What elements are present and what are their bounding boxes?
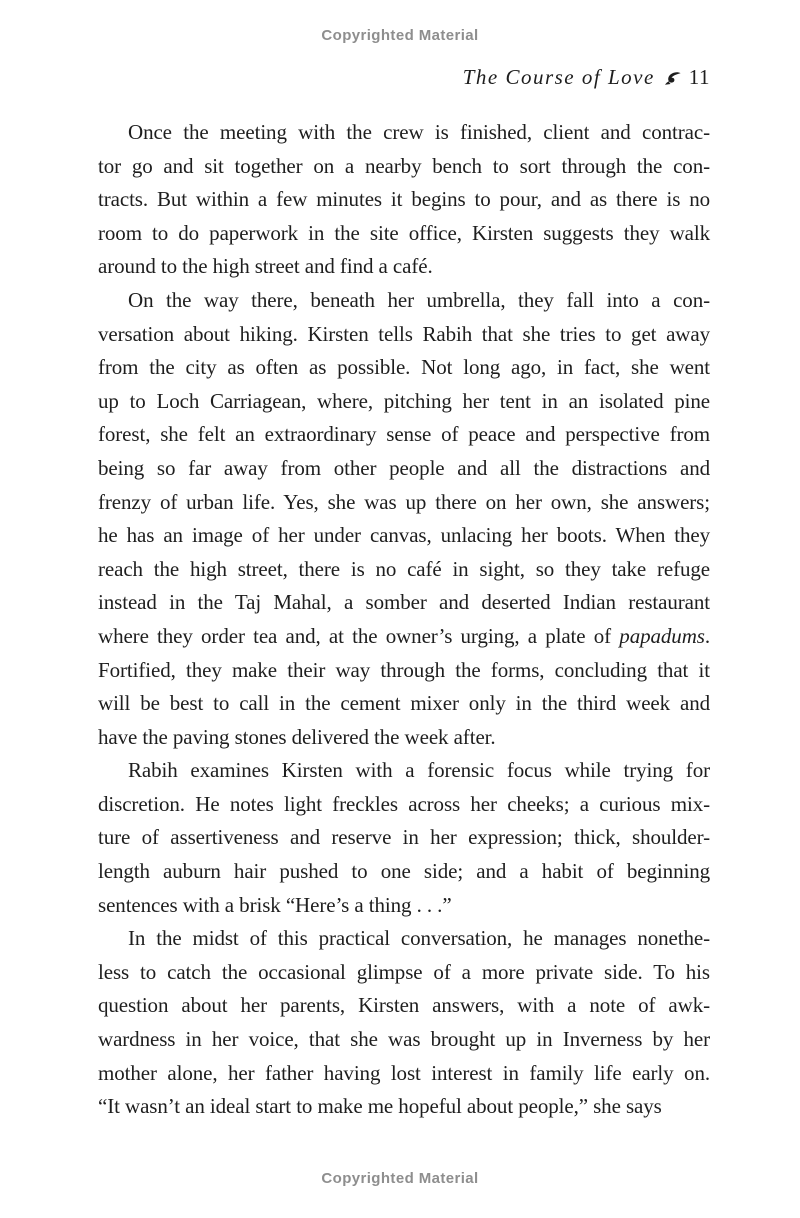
- book-title: The Course of Love: [462, 65, 655, 89]
- paragraph: [98, 922, 710, 1124]
- text-line: from the city as often as possible. Not long ago, in fact, she went: [98, 355, 710, 380]
- text-line: less to catch the occasional glimpse of a more private side. To his: [98, 959, 710, 984]
- text-line: versation about hiking. Kirsten tells Rabih that she tries to get away: [98, 321, 710, 346]
- text-line: he has an image of her under canvas, unlacing her boots. When they: [98, 523, 710, 548]
- text-line: sentences with a brisk “Here’s a thing . . .”: [98, 892, 452, 917]
- text-line: frenzy of urban life. Yes, she was up there on her own, she answers;: [98, 489, 710, 514]
- fleuron-icon: [665, 66, 681, 91]
- page-number: 11: [688, 65, 710, 89]
- text-line: ture of assertiveness and reserve in her expression; thick, shoulder-: [98, 825, 710, 850]
- text-line: tracts. But within a few minutes it begins to pour, and as there is no: [98, 187, 710, 212]
- paragraph: [98, 754, 710, 922]
- text-line: tor go and sit together on a nearby bench to sort through the con-: [98, 153, 710, 178]
- text-line: In the midst of this practical conversation, he manages nonethe-: [128, 926, 710, 951]
- running-header: [98, 65, 710, 90]
- copyright-watermark-top: Copyrighted Material: [321, 27, 479, 44]
- text-line: up to Loch Carriagean, where, pitching her tent in an isolated pine: [98, 388, 710, 413]
- text-line: Rabih examines Kirsten with a forensic focus while trying for: [128, 758, 710, 783]
- text-line: Fortified, they make their way through the forms, concluding that it: [98, 657, 710, 682]
- text-line: forest, she felt an extraordinary sense of peace and perspective from: [98, 422, 710, 447]
- text-line: will be best to call in the cement mixer only in the third week and: [98, 691, 710, 716]
- paragraph: [98, 116, 710, 284]
- text-line: Once the meeting with the crew is finished, client and contrac-: [128, 120, 710, 144]
- text-line: room to do paperwork in the site office, Kirsten suggests they walk: [98, 220, 710, 245]
- text-line: discretion. He notes light freckles across her cheeks; a curious mix-: [98, 791, 710, 816]
- text-line: mother alone, her father having lost interest in family life early on.: [98, 1060, 710, 1085]
- paragraph: [98, 284, 710, 754]
- text-line: reach the high street, there is no café in sight, so they take refuge: [98, 556, 710, 581]
- text-line: instead in the Taj Mahal, a somber and deserted Indian restaurant: [98, 590, 710, 615]
- text-line: where they order tea and, at the owner’s urging, a plate of papadums.: [98, 623, 710, 648]
- text-line: “It wasn’t an ideal start to make me hopeful about people,” she says: [98, 1094, 662, 1119]
- body-text: [98, 116, 710, 1124]
- text-line: wardness in her voice, that she was brought up in Inverness by her: [98, 1027, 710, 1052]
- text-line: question about her parents, Kirsten answers, with a note of awk-: [98, 993, 710, 1018]
- text-line: length auburn hair pushed to one side; and a habit of beginning: [98, 859, 710, 884]
- text-line: being so far away from other people and all the distractions and: [98, 455, 710, 480]
- text-line: around to the high street and find a café.: [98, 254, 433, 279]
- text-line: On the way there, beneath her umbrella, they fall into a con-: [128, 287, 710, 312]
- copyright-watermark-bottom: Copyrighted Material: [321, 1170, 479, 1187]
- text-line: have the paving stones delivered the week after.: [98, 724, 496, 749]
